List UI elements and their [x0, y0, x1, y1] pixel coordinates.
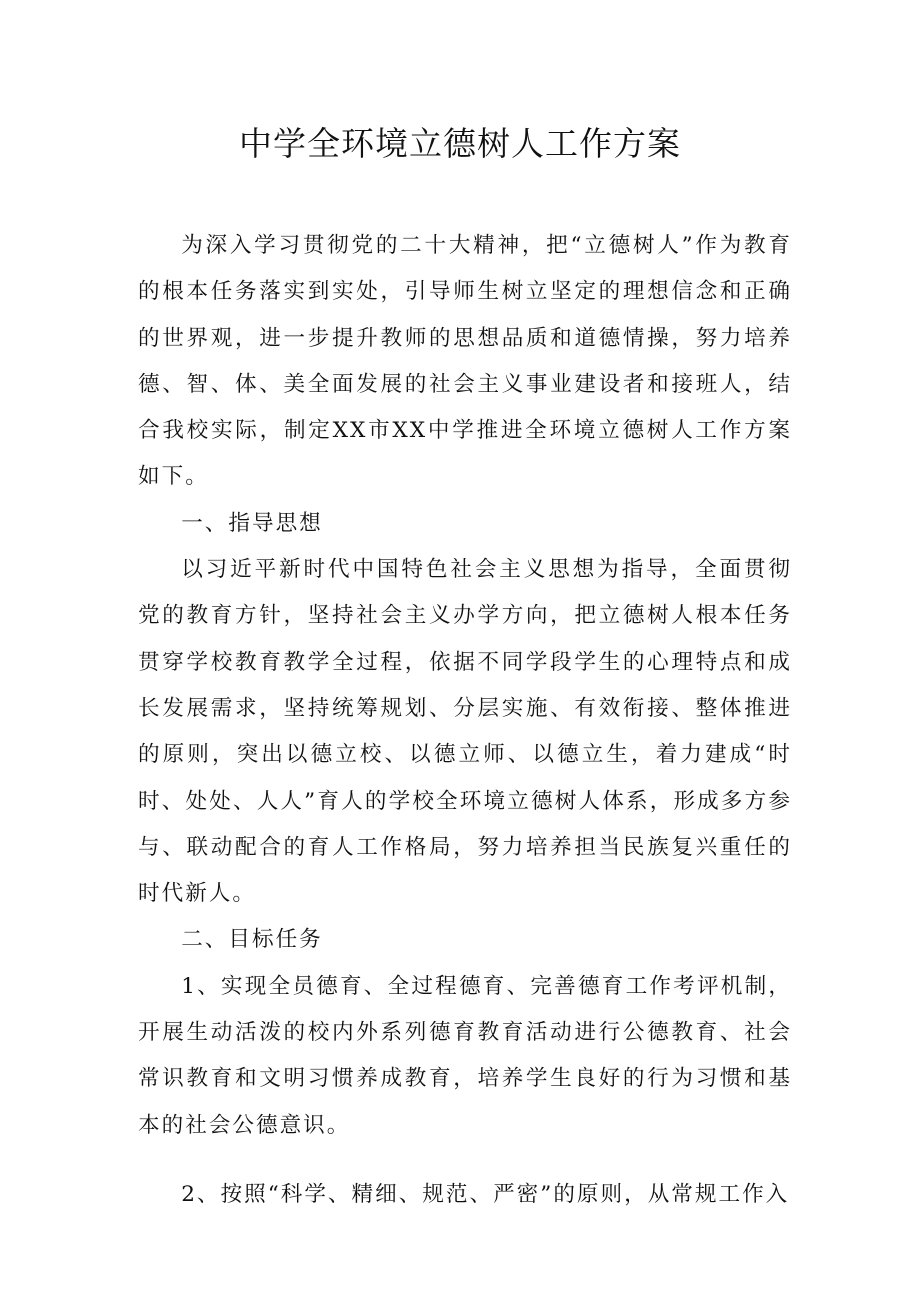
section-heading-guiding-ideology: 一、指导思想 — [181, 510, 323, 536]
section-heading-goals-tasks: 二、目标任务 — [181, 927, 323, 953]
guiding-ideology-paragraph: 以习近平新时代中国特色社会主义思想为指导，全面贯彻党的教育方针，坚持社会主义办学方向，把立德树人根本任务贯穿学校教育教学全过程，依据不同学段学生的心理特点和成长发展需求，坚持统筹规划、分层实施、有效衔接、整体推进的原则，突出以德立校、以德立师、以德立生，着力建成“时时、处处、人人”育人的学校全环境立德树人体系，形成多方参与、联动配合的育人工作格局，努力培养担当民族复兴重任的时代新人。 — [138, 557, 792, 907]
document-body — [138, 223, 792, 1218]
goals-item-1-paragraph: 1、实现全员德育、全过程德育、完善德育工作考评机制，开展生动活泼的校内外系列德育教育活动进行公德教育、社会常识教育和文明习惯养成教育，培养学生良好的行为习惯和基本的社会公德意识。 — [138, 973, 792, 1138]
goals-item-2-paragraph: 2、按照“科学、精细、规范、严密”的原则，从常规工作入 — [181, 1181, 790, 1207]
paragraph-gap — [138, 1149, 792, 1172]
intro-paragraph: 为深入学习贯彻党的二十大精神，把“立德树人”作为教育的根本任务落实到实处，引导师生树立坚定的理想信念和正确的世界观，进一步提升教师的思想品质和道德情操，努力培养德、智、体、美全面发展的社会主义事业建设者和接班人，结合我校实际，制定XX市XX中学推进全环境立德树人工作方案如下。 — [138, 233, 792, 490]
document-title: 中学全环境立德树人工作方案 — [239, 124, 681, 163]
